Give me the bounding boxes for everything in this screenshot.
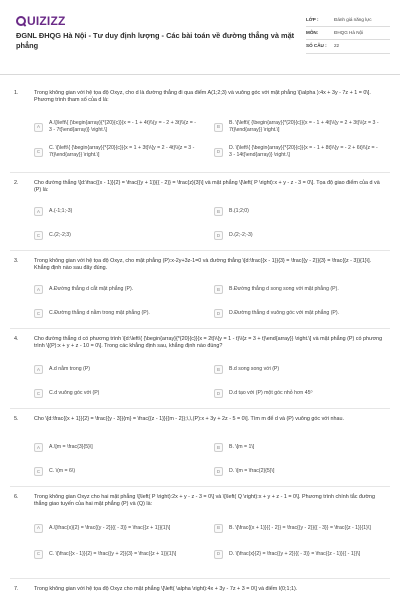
answer-option-d[interactable] (214, 142, 380, 162)
answer-option-b[interactable] (214, 117, 380, 137)
option-letter-badge: B (214, 123, 223, 132)
answer-option-d[interactable] (214, 544, 380, 564)
option-letter-badge: B (214, 443, 223, 452)
document-header (0, 0, 400, 72)
answer-option-c[interactable] (34, 544, 200, 564)
option-text: A.\[\frac{x}{2} = \frac{{y - 2}}{{ - 3}} = \frac{{z + 1}}{1}\] (49, 524, 171, 531)
question-text: Trong không gian với hệ tọa độ Oxyz, cho mặt phẳng (P):x-2y+3z-1=0 và đường thẳng \[d:\frac{{x - 1}}{3} = \frac{{y - 2}}{3} = \frac{{z - 3}}{1}\]. Khẳng định nào sau đây đúng. (34, 258, 372, 272)
meta-info (306, 14, 390, 54)
option-letter-badge: B (214, 365, 223, 374)
answer-option-c[interactable] (34, 385, 200, 402)
option-letter-badge: A (34, 443, 43, 452)
option-letter-badge: A (34, 285, 43, 294)
answer-option-a[interactable] (34, 281, 200, 298)
answer-option-a[interactable] (34, 361, 200, 378)
answer-option-b[interactable] (214, 203, 380, 220)
option-letter-badge: B (214, 207, 223, 216)
option-text: B.d song song với (P) (229, 366, 280, 373)
option-text: D.d tạo với (P) một góc nhỏ hơn 45⁰ (229, 390, 313, 397)
answer-option-c[interactable] (34, 142, 200, 162)
question-separator (10, 250, 390, 251)
option-text: D. \[m = \frac{2}{5}\] (229, 468, 275, 475)
option-text: B. \[\frac{{x + 1}}{{ - 2}} = \frac{{y - 2}}{{ - 3}} = \frac{{z - 1}}{1}\] (229, 524, 371, 531)
question-separator (10, 578, 390, 579)
option-text: C. \[\frac{{x - 1}}{2} = \frac{{y + 2}}{3} = \frac{{z + 1}}{1}\] (49, 550, 177, 557)
option-letter-badge: C (34, 550, 43, 559)
option-text: A.(-1;1;-3) (49, 208, 73, 215)
option-letter-badge: C (34, 389, 43, 398)
option-letter-badge: D (214, 467, 223, 476)
question-number: 4. (14, 336, 19, 342)
option-letter-badge: C (34, 231, 43, 240)
meta-row-count: SỐ CÂU : 22 (306, 40, 390, 53)
option-text: B. \[\left\{ {\begin{array}{*{20}{c}}{x = - 1 + 4t}\\{y = 2 + 3t}\\{z = 3 - 7t}\end{array}} \right.\] (229, 120, 379, 133)
option-text: D.Đường thẳng d vuông góc với mặt phẳng (P). (229, 310, 340, 317)
question-number: 3. (14, 258, 19, 264)
option-letter-badge: C (34, 467, 43, 476)
option-letter-badge: C (34, 148, 43, 157)
question-text: Cho \[d:\frac{{x + 1}}{2} = \frac{{y - 3}}{m} = \frac{{z - 1}}{{m - 2}};\,\,(P):x + 3y + 2z - 5 = 0\]. Tìm m để d và (P) vuông góc với nhau. (34, 416, 344, 422)
option-text: C.Đường thẳng d nằm trong mặt phẳng (P). (49, 310, 150, 317)
question-text: Trong không gian Oxyz cho hai mặt phẳng \[\left( P \right):2x + y - z - 3 = 0\] và \[\left( Q \right):x + y + z - 1 = 0\]. Phương trình chính tắc đường thẳng giao tuyến của hai mặt phẳng (P) và (Q) là: (34, 494, 376, 508)
option-text: D.(2;-2;-3) (229, 232, 253, 239)
option-letter-badge: A (34, 123, 43, 132)
answer-option-b[interactable] (214, 518, 380, 538)
option-text: D. \[\left\{ {\begin{array}{*{20}{c}}{x = - 1 + 8t}\\{y = - 2 + 6t}\\{z = - 3 - 14t}\end{array}} \right.\] (229, 145, 378, 158)
question-separator (10, 172, 390, 173)
option-letter-badge: D (214, 231, 223, 240)
answer-option-d[interactable] (214, 385, 380, 402)
answer-option-a[interactable] (34, 439, 200, 456)
question-number: 6. (14, 494, 19, 500)
option-text: D. \[\frac{x}{2} = \frac{{y + 2}}{{ - 3}} = \frac{{z - 1}}{{ - 1}}\] (229, 550, 361, 557)
question-number: 7. (14, 586, 19, 592)
option-text: A.\[\left\{ {\begin{array}{*{20}{c}}{x = - 1 + 4t}\\{y = - 2 + 3t}\\{z = - 3 - 7t}\end{array}} \right.\] (49, 120, 196, 133)
answer-option-b[interactable] (214, 281, 380, 298)
answer-option-c[interactable] (34, 463, 200, 480)
option-letter-badge: B (214, 285, 223, 294)
question-number: 2. (14, 180, 19, 186)
option-text: C. \[\left\{ {\begin{array}{*{20}{c}}{x = 1 + 3t}\\{y = 2 - 4t}\\{z = 3 - 7t}\end{array}} \right.\] (49, 145, 195, 158)
option-letter-badge: D (214, 309, 223, 318)
question-text: Cho đường thẳng d có phương trình \[d:\left\{ {\begin{array}{*{20}{c}}{x = 2t}\\{y = 1 - t}\\{z = 3 + t}\end{array}} \right.\] và mặt phẳng (P) có phương trình \[(P):x + y + z - 10 = 0\]. Trong các khẳng định sau, khẳng định nào đúng? (34, 336, 383, 350)
option-letter-badge: D (214, 148, 223, 157)
question-text: Trong không gian với hệ tọa độ Oxyz, cho d là đường thẳng đi qua điểm A(1;2;3) và vuông góc với mặt phẳng \[\alpha ):4x + 3y - 7z + 1 = 0\]. Phương trình tham số của d là: (34, 90, 371, 104)
meta-row-subject: MÔN: ĐHQG Hà Nội (306, 27, 390, 40)
option-text: C.d vuông góc với (P) (49, 390, 100, 397)
option-text: C.(2;-2;3) (49, 232, 71, 239)
quizizz-logo: UIZIZZ (16, 13, 66, 29)
answer-option-b[interactable] (214, 361, 380, 378)
option-text: A.Đường thẳng d cắt mặt phẳng (P). (49, 286, 134, 293)
answer-option-d[interactable] (214, 463, 380, 480)
option-text: B.(1;2;0) (229, 208, 249, 215)
logo-q-icon (16, 16, 26, 26)
option-letter-badge: A (34, 365, 43, 374)
option-text: A.\[m = \frac{3}{5}\] (49, 444, 93, 451)
question-text: Cho đường thẳng \[d:\frac{{x - 1}}{2} = \frac{{y + 1}}{{ - 2}} = \frac{z}{3}\] và mặt phẳng \[\left( P \right):x + y - z - 3 = 0\]. Tọa độ giao điểm của d và (P) là: (34, 180, 380, 194)
header-divider (0, 74, 400, 75)
answer-option-c[interactable] (34, 227, 200, 244)
question-number: 1. (14, 90, 19, 96)
option-letter-badge: C (34, 309, 43, 318)
option-letter-badge: D (214, 550, 223, 559)
option-letter-badge: D (214, 389, 223, 398)
answer-option-a[interactable] (34, 518, 200, 538)
answer-option-a[interactable] (34, 203, 200, 220)
answer-option-a[interactable] (34, 117, 200, 137)
answer-option-d[interactable] (214, 227, 380, 244)
question-separator (10, 486, 390, 487)
answer-option-c[interactable] (34, 305, 200, 322)
document-title: ĐGNL ĐHQG Hà Nội - Tư duy định lượng - Các bài toán về đường thẳng và mặt phẳng (16, 31, 295, 50)
option-letter-badge: A (34, 524, 43, 533)
option-text: B.Đường thẳng d song song với mặt phẳng (P). (229, 286, 339, 293)
question-separator (10, 328, 390, 329)
question-text: Trong không gian với hệ tọa độ Oxyz cho mặt phẳng \[\left( \alpha \right):4x + 3y - 7z + 3 = 0\] và điểm I(0;1;1). (34, 586, 298, 592)
option-letter-badge: B (214, 524, 223, 533)
option-text: C. \(m = 6\) (49, 468, 76, 475)
answer-option-b[interactable] (214, 439, 380, 456)
option-text: A.d nằm trong (P) (49, 366, 90, 373)
option-letter-badge: A (34, 207, 43, 216)
question-number: 5. (14, 416, 19, 422)
question-separator (10, 408, 390, 409)
meta-row-class: LỚP : Đánh giá năng lực (306, 14, 390, 27)
answer-option-d[interactable] (214, 305, 380, 322)
option-text: B. \[m = 1\] (229, 444, 255, 451)
